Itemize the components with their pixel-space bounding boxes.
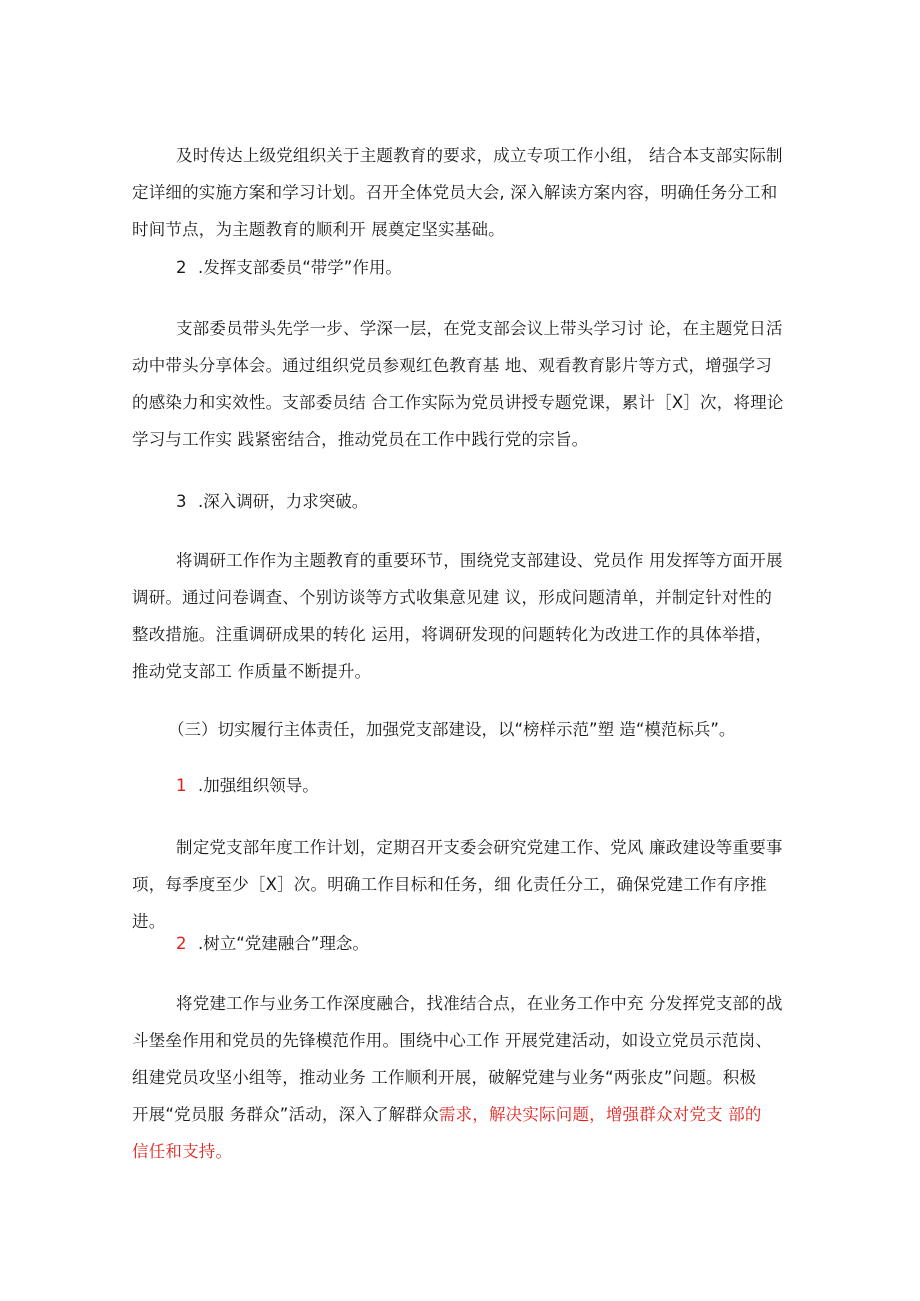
- text-span: 开展“党员服 务群众”活动，深入了解群众: [132, 1105, 439, 1124]
- heading-item-2: [176, 249, 402, 286]
- section-title: （三）切实履行主体责任，加强党支部建设，以“榜样示范”塑 造“模范标兵”。: [168, 720, 736, 739]
- heading-sub-1: [176, 767, 319, 804]
- text-line: 组建党员攻坚小组等，推动业务 工作顺利开展，破解党建与业务“两张皮”问题。积极: [132, 1068, 757, 1087]
- item-title: .加强组织领导。: [198, 776, 319, 795]
- text-line: 将调研工作作为主题教育的重要环节，围绕党支部建设、党员作 用发挥等方面开展: [176, 551, 783, 570]
- item-number: 2: [176, 934, 187, 953]
- text-line: 项，每季度至少［X］次。明确工作目标和任务，细 化责任分工，确保党建工作有序推进。: [132, 875, 767, 931]
- paragraph-research: [132, 542, 792, 690]
- text-line: 及时传达上级党组织关于主题教育的要求，成立专项工作小组， 结合本支部实际制: [176, 146, 783, 165]
- text-line: 将党建工作与业务工作深度融合，找准结合点，在业务工作中充 分发挥党支部的战: [176, 994, 783, 1013]
- item-title: .深入调研，力求突破。: [198, 492, 369, 511]
- highlighted-text: 需求，解决实际问题，增强群众对党支 部的: [438, 1105, 762, 1124]
- item-title: .树立“党建融合”理念。: [198, 934, 369, 953]
- text-line: 制定党支部年度工作计划，定期召开支委会研究党建工作、党风 廉政建设等重要事: [176, 838, 783, 857]
- highlighted-text: 信任和支持。: [132, 1142, 233, 1161]
- text-line: 调研。通过问卷调查、个别访谈等方式收集意见建 议，形成问题清单，并制定针对性的: [132, 588, 773, 607]
- item-number: 2: [176, 258, 187, 277]
- paragraph-committee: [132, 310, 792, 458]
- item-number: 1: [176, 776, 187, 795]
- text-line: 斗堡垒作用和党员的先锋模范作用。围绕中心工作 开展党建活动，如设立党员示范岗、: [132, 1031, 773, 1050]
- item-number: 3: [176, 492, 187, 511]
- text-line: 时间节点，为主题教育的顺利开 展奠定坚实基础。: [132, 220, 505, 239]
- section-heading-3: [168, 711, 735, 748]
- item-title: .发挥支部委员“带学”作用。: [198, 258, 402, 277]
- paragraph-leadership: [132, 829, 792, 940]
- text-line: 推动党支部工 作质量不断提升。: [132, 662, 372, 681]
- text-line: 定详细的实施方案和学习计划。召开全体党员大会, 深入解读方案内容，明确任务分工和: [132, 183, 778, 202]
- text-line: 整改措施。注重调研成果的转化 运用，将调研发现的问题转化为改进工作的具体举措，: [132, 625, 773, 644]
- text-line: 学习与工作实 践紧密结合，推动党员在工作中践行党的宗旨。: [132, 430, 589, 449]
- text-line: 动中带头分享体会。通过组织党员参观红色教育基 地、观看教育影片等方式，增强学习: [132, 356, 773, 375]
- paragraph-integration: [132, 985, 792, 1170]
- heading-sub-2: [176, 925, 369, 962]
- text-line: 的感染力和实效性。支部委员结 合工作实际为党员讲授专题党课，累计［X］次，将理论: [132, 393, 784, 412]
- paragraph-prep: [132, 137, 792, 248]
- text-line: [132, 1096, 792, 1133]
- heading-item-3: [176, 483, 368, 520]
- text-line: 支部委员带头先学一步、学深一层，在党支部会议上带头学习讨 论，在主题党日活: [176, 319, 783, 338]
